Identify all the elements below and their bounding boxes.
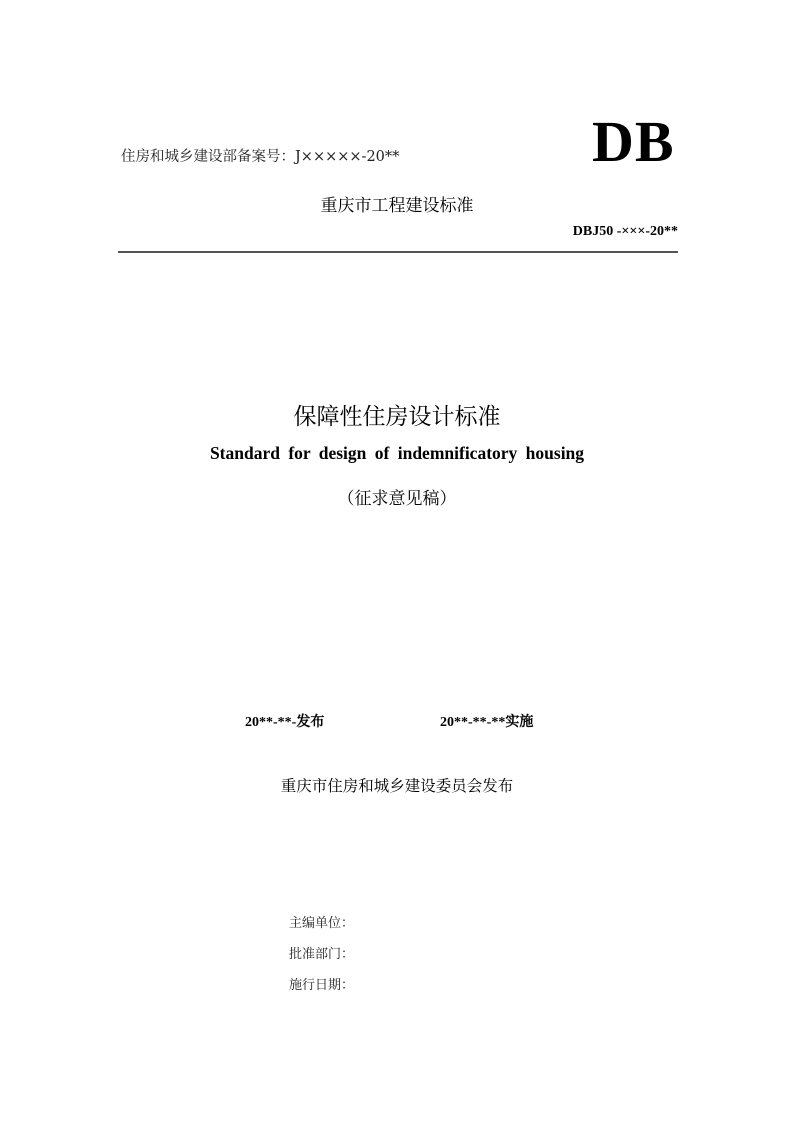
effective-date-label: 施行日期： — [289, 978, 355, 993]
draft-note: （征求意见稿） — [337, 489, 457, 509]
record-number: 住房和城乡建设部备案号：J×××××-20** — [121, 149, 400, 165]
issuer: 重庆市住房和城乡建设委员会发布 — [280, 777, 514, 795]
standard-category: 重庆市工程建设标准 — [320, 196, 474, 216]
document-title-cn: 保障性住房设计标准 — [293, 404, 501, 430]
header-divider — [118, 251, 678, 253]
publish-date: 20**-**-发布 — [245, 715, 325, 730]
implement-date: 20**-**-**实施 — [440, 715, 534, 730]
document-title-en: Standard for design of indemnificatory housing — [209, 443, 585, 463]
db-logo: DB — [592, 109, 675, 174]
approval-dept-label: 批准部门： — [289, 947, 355, 962]
standard-number: DBJ50 -×××-20** — [572, 224, 678, 239]
chief-editor-label: 主编单位： — [289, 916, 355, 931]
